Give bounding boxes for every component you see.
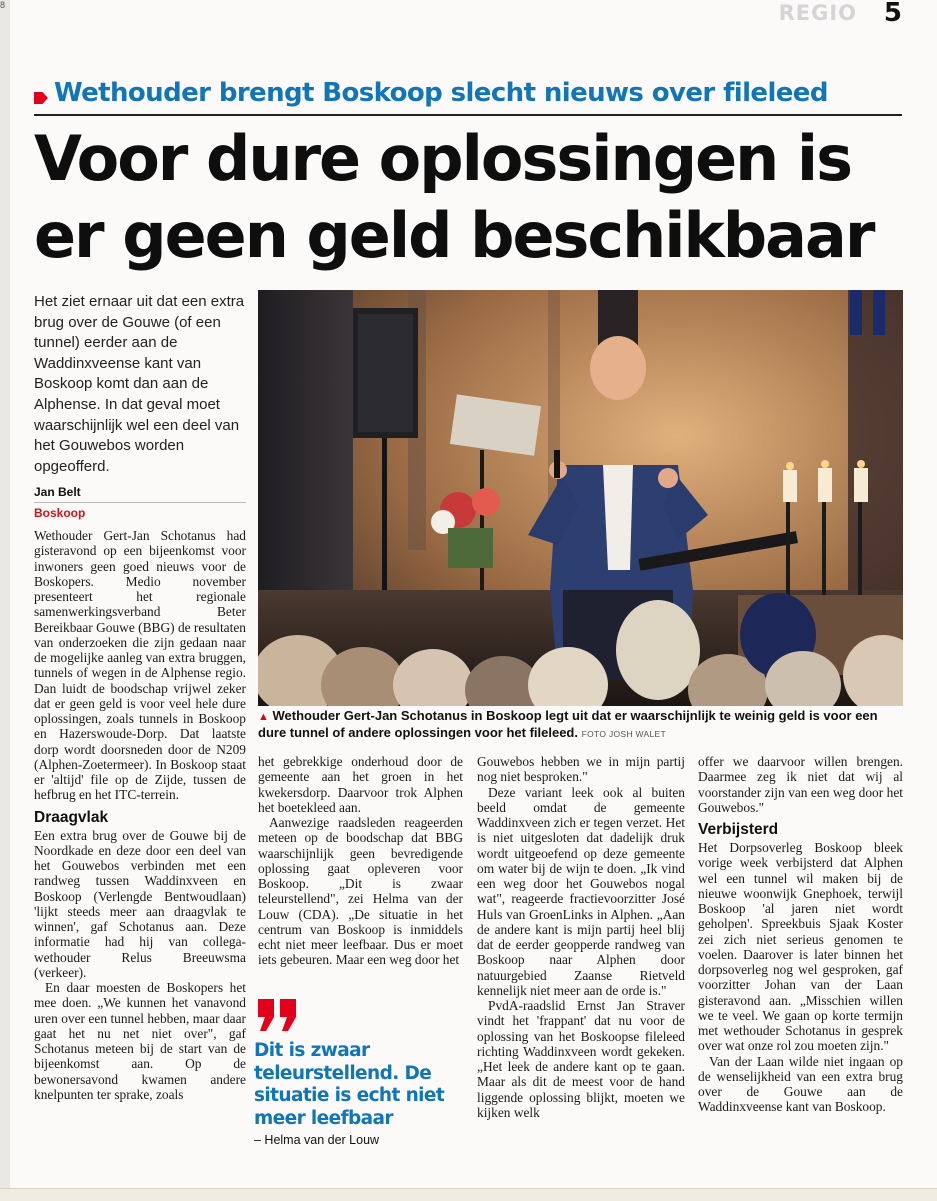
paragraph: Het Dorpsoverleg Boskoop bleek vorige week verbijsterd dat Alphen wel een tunnel wil maken bij de nieuwe woonwijk Gnephoek, terwijl Boskoop 'al jaren niet wordt geholpen'. Spreekbuis Sjaak Koster zei zich niet serieus genomen te voelen. Daarover is later binnen het dorpsoverleg nog wel gesproken, gaf voorzitter Johan van der Laan gisteravond aan. „Misschien willen we te veel. We gaan op korte termijn met wethouder Schotanus in gesprek over wat onze rol zou moeten zijn." [698, 840, 903, 1054]
page-bottom-edge [0, 1188, 937, 1201]
subhead-verbijsterd: Verbijsterd [698, 821, 779, 838]
page-number: 5 [883, 0, 902, 28]
dateline: Boskoop [34, 506, 86, 520]
caption-text: Wethouder Gert-Jan Schotanus in Boskoop legt uit dat er waarschijnlijk te weinig geld is voor een dure tunnel of andere oplossingen voor het fileleed. [258, 708, 878, 740]
column-4 [698, 754, 903, 1115]
photo-credit: FOTO JOSH WALET [581, 729, 666, 739]
pull-quote-attribution: – Helma van der Louw [254, 1133, 380, 1147]
paragraph: Deze variant leek ook al buiten beeld omdat de gemeente Waddinxveen zich er tegen verzet. Het is niet uitgesloten dat dadelijk druk wordt uitgeoefend op deze gemeente om water bij de wijn te doen. „Ik vind een weg door het Gouwebos nogal wat", reageerde fractievoorzitter José Huls van GroenLinks in Alphen. „Aan de andere kant is mijn partij heel blij dat de eerder geopperde randweg van Boskoop naar Alphen door natuurgebied Zaanse Rietveld kennelijk niet meer aan de orde is." [477, 784, 685, 998]
pull-quote: Dit is zwaar teleurstellend. De situatie is echt niet meer leefbaar [254, 1040, 445, 1129]
kicker-arrow-icon [34, 92, 48, 104]
photo-illustration [258, 290, 903, 706]
paragraph: het gebrekkige onderhoud door de gemeente aan het groen in het kwekersdorp. Daarvoor trok Alphen het boetekleed aan. [258, 754, 463, 815]
page-edge [0, 0, 10, 1200]
paragraph: offer we daarvoor willen brengen. Daarmee zeg ik niet dat wij al voorstander zijn van een weg door het Gouwebos." [698, 754, 903, 815]
column-3 [477, 754, 685, 1120]
paragraph: PvdA-raadslid Ernst Jan Straver vindt het 'frappant' dat nu voor de oplossing van het Boskoopse fileleed richting Waddinxveen wordt gekeken. „Het leek de andere kant op te gaan. Maar als dit de meest voor de hand liggende oplossing blijkt, moeten we kijken welk [477, 998, 685, 1120]
headline-line-1: Voor dure oplossingen is [34, 122, 852, 195]
paragraph: Gouwebos hebben we in mijn partij nog niet besproken." [477, 754, 685, 785]
column-2 [258, 754, 463, 968]
kicker: Wethouder brengt Boskoop slecht nieuws over fileleed [54, 78, 828, 108]
paragraph: En daar moesten de Boskopers het mee doen. „We kunnen het vanavond uren over een tunnel hebben, maar daar gaat het nu net niet over", gaf Schotanus meteen bij de start van de bijeenkomst aan. Op de bewonersavond kwamen andere knelpunten ter sprake, zoals [34, 980, 246, 1102]
column-1 [34, 528, 246, 1102]
article-photo [258, 290, 903, 706]
byline-divider [34, 502, 246, 503]
subhead-draagvlak: Draagvlak [34, 808, 109, 826]
caption-triangle-icon: ▲ [258, 711, 269, 723]
corner-mark: 8 [0, 0, 6, 10]
headline-line-2: er geen geld beschikbaar [34, 199, 874, 272]
paragraph: Van der Laan wilde niet ingaan op de wenselijkheid van een extra brug over de Gouwe aan de Waddinxveense kant van Boskoop. [698, 1053, 903, 1115]
quote-mark-icon [254, 995, 302, 1035]
byline: Jan Belt [34, 485, 81, 499]
section-label: REGIO [778, 1, 857, 25]
kicker-bar [34, 78, 902, 116]
photo-caption [258, 708, 903, 742]
headline [34, 120, 914, 274]
paragraph: Een extra brug over de Gouwe bij de Noordkade en deze door een deel van het Gouwebos verbinden met een randweg tussen Waddinxveen en Boskoop (Verlengde Bentwoudlaan) 'lijkt steeds meer aan draagvlak te winnen', gaf Schotanus aan. Deze informatie had hij van collega-wethouder Relus Breeuwsma (verkeer). [34, 827, 246, 980]
intro: Het ziet ernaar uit dat een extra brug over de Gouwe (of een tunnel) eerder aan de Waddinxveense kant van Boskoop komt dan aan de Alphense. In dat geval moet waarschijnlijk wel een deel van het Gouwebos worden opgeofferd. [34, 293, 245, 475]
paragraph: Aanwezige raadsleden reageerden meteen op de boodschap dat BBG waarschijnlijk geen bevredigende oplossing gaat opleveren voor Boskoop. „Dit is zwaar teleurstellend", zei Helma van der Louw (CDA). „De situatie in het centrum van Boskoop is inmiddels echt niet meer leefbaar. Dus er moet iets gebeuren. Maar een weg door het [258, 815, 463, 968]
paragraph: Wethouder Gert-Jan Schotanus had gisteravond op een bijeenkomst voor inwoners geen goed nieuws voor de Boskopers. Medio november presenteert het regionale samenwerkingsverband Beter Bereikbaar Gouwe (BBG) de resultaten van onderzoeken die zijn gedaan naar de mogelijke aanleg van extra bruggen, tunnels of wegen in de Alphense regio. Dan luidt de boodschap vrijwel zeker dat er geen geld is voor veel hele dure oplossingen, zoals tunnels in Boskoop en Hazerswoude-Dorp. Dat laatste dorp wordt doorsneden door de N209 (Alphen-Zoetermeer). In Boskoop staat er 'altijd' file op de Zijde, tussen de hefbrug en het ITC-terrein. [34, 528, 246, 803]
